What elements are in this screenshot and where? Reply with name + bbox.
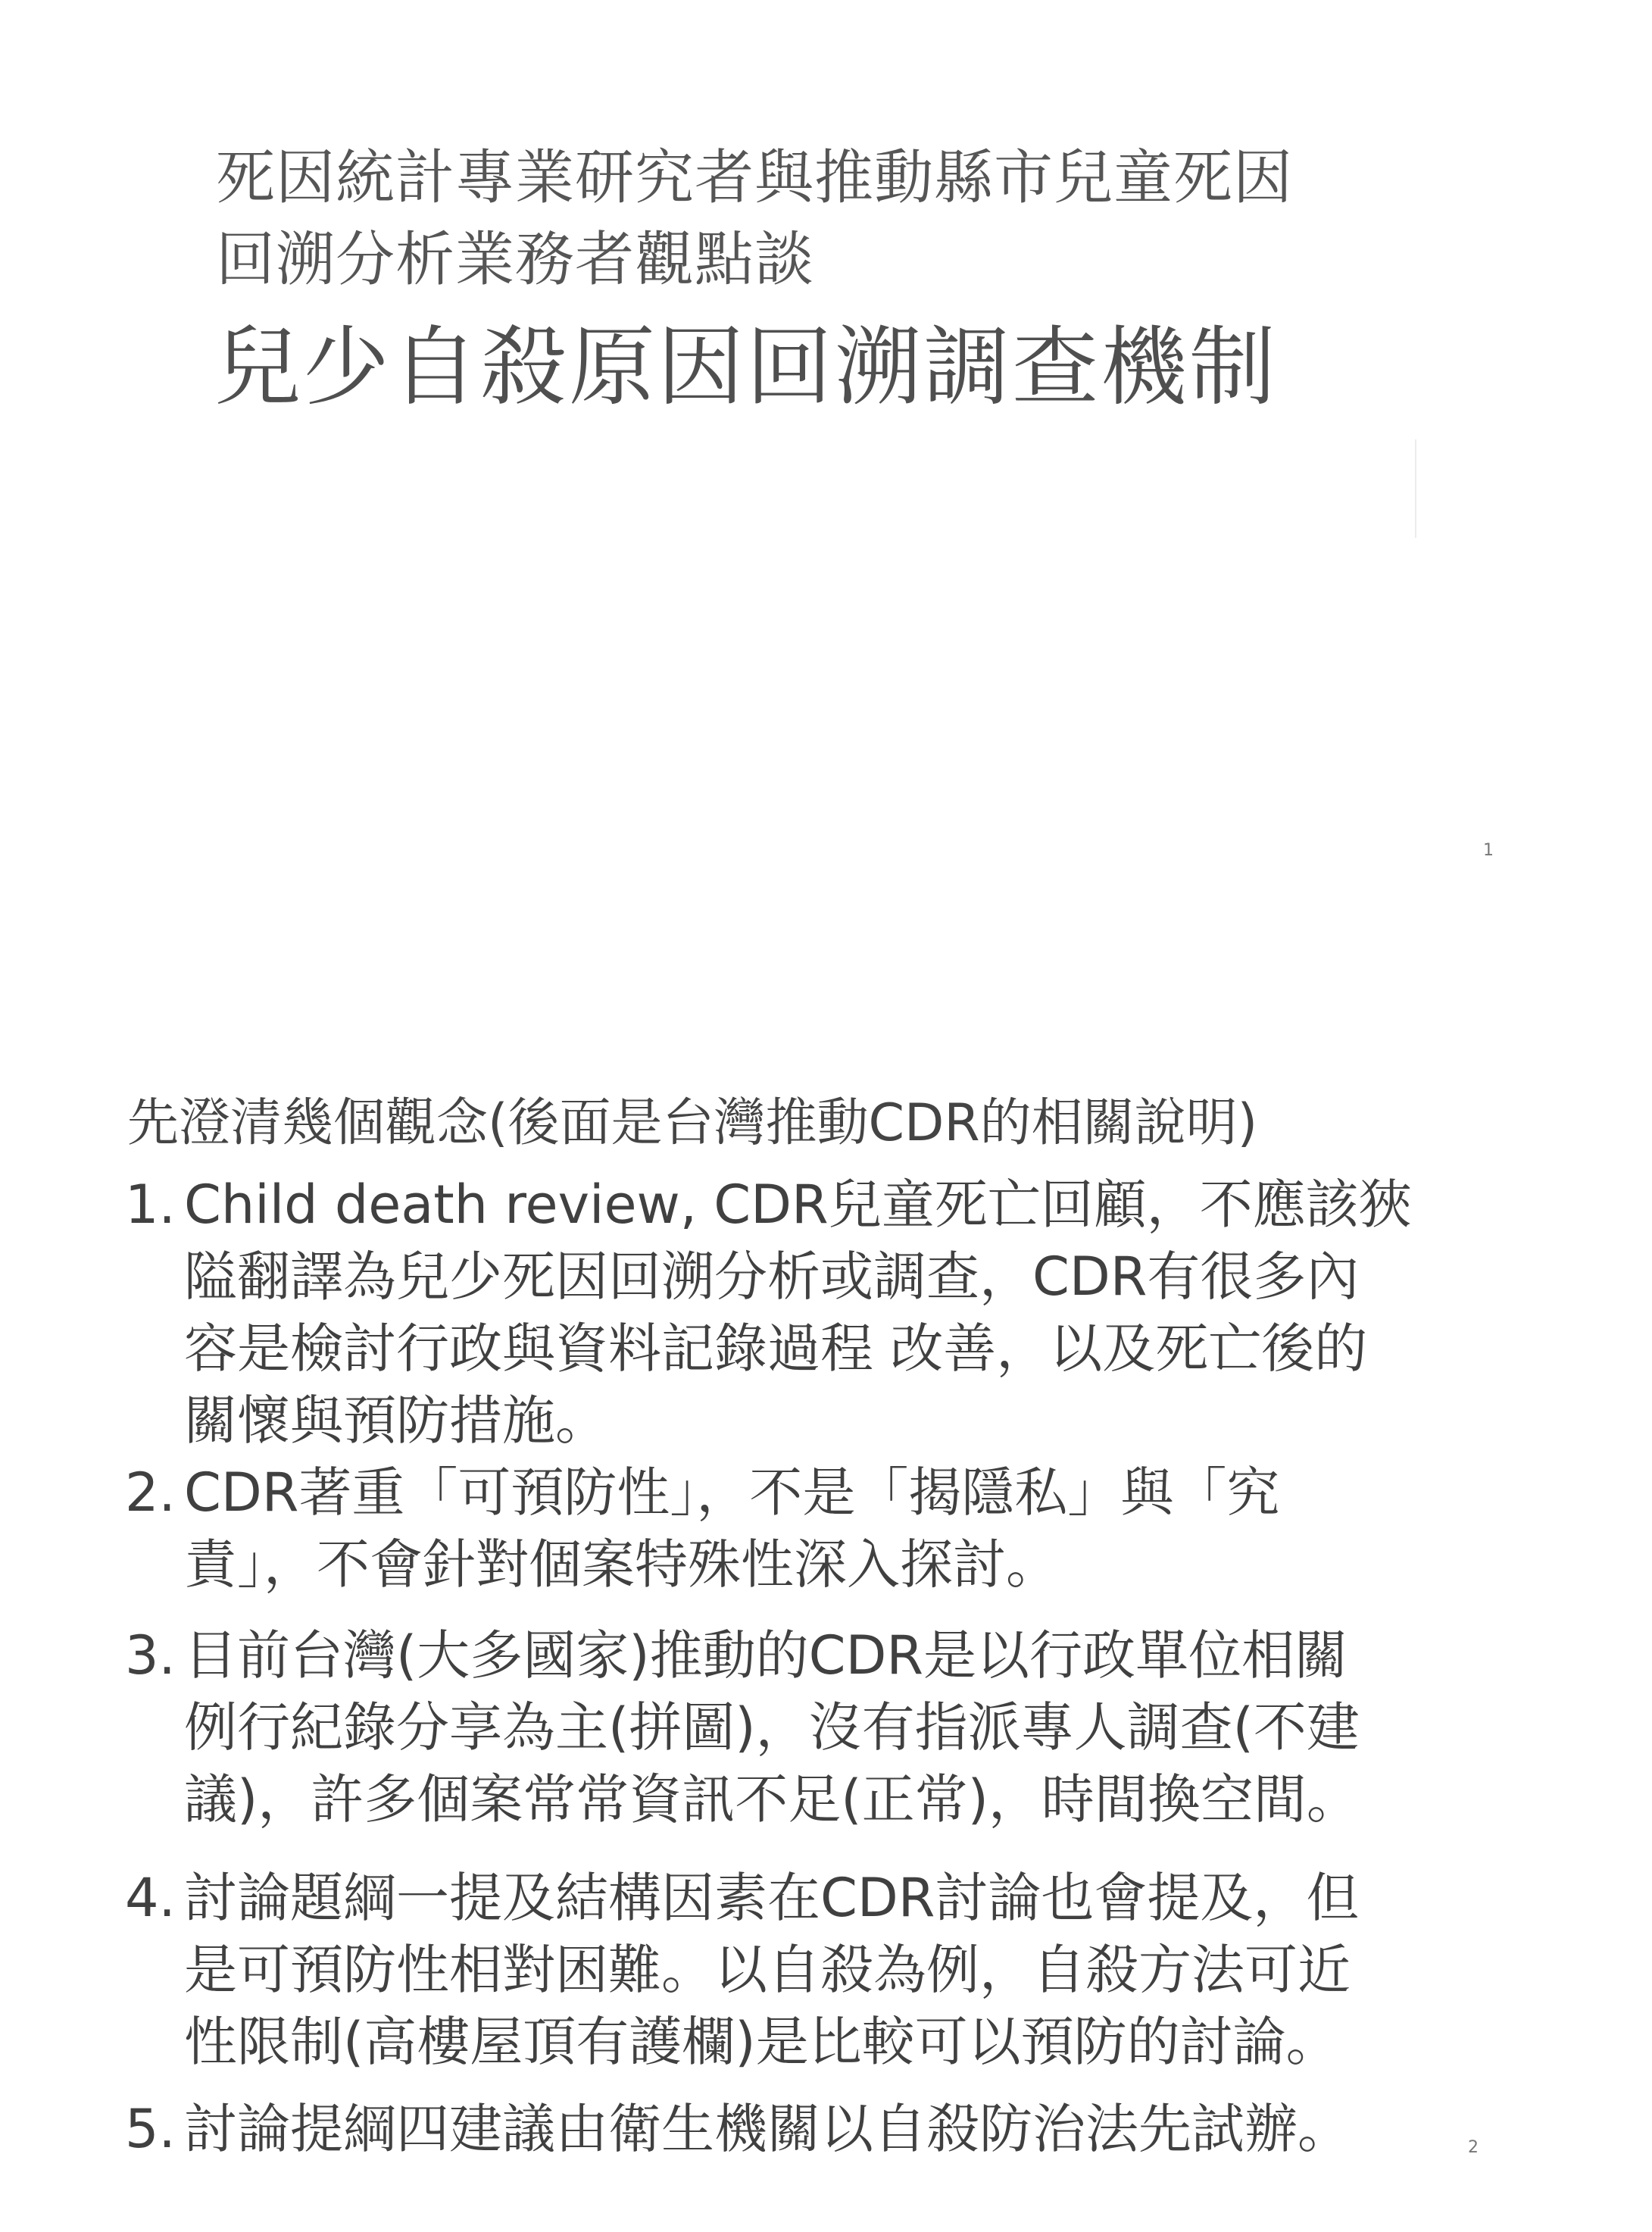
list-item-line: 責」，不會針對個案特殊性深入探討。 — [184, 1533, 1059, 1596]
list-item-number: 3. — [125, 1624, 176, 1687]
list-item-line: 隘翻譯為兒少死因回溯分析或調查，CDR有很多內 — [184, 1246, 1360, 1308]
slide-2 — [0, 939, 1652, 2232]
list-item-line: 是可預防性相對困難。以自殺為例，自殺方法可近 — [184, 1939, 1351, 2001]
list-item-line: 關懷與預防措施。 — [184, 1390, 608, 1452]
slide-1 — [0, 0, 1652, 939]
list-item-line: 容是檢討行政與資料記錄過程 改善，以及死亡後的 — [184, 1318, 1368, 1380]
page-number: 1 — [1483, 841, 1494, 860]
list-item-line: 性限制(高樓屋頂有護欄)是比較可以預防的討論。 — [184, 2011, 1339, 2073]
slide-subtitle-line-2: 回溯分析業務者觀點談 — [216, 226, 815, 294]
list-item-line: Child death review, CDR兒童死亡回顧，不應該狹 — [184, 1174, 1412, 1236]
slide-subtitle-line-1: 死因統計專業研究者與推動縣市兒童死因 — [216, 144, 1294, 212]
list-item-number: 1. — [125, 1174, 176, 1236]
list-item-line: 目前台灣(大多國家)推動的CDR是以行政單位相關 — [184, 1624, 1348, 1687]
list-item-line: 討論提綱四建議由衛生機關以自殺防治法先試辦。 — [184, 2098, 1351, 2160]
list-item-line: CDR著重「可預防性」，不是「揭隱私」與「究 — [184, 1461, 1280, 1524]
page-number: 2 — [1468, 2138, 1479, 2157]
scan-edge-mark — [1415, 439, 1416, 538]
list-item-line: 議)，許多個案常常資訊不足(正常)，時間換空間。 — [184, 1768, 1360, 1830]
intro-heading: 先澄清幾個觀念(後面是台灣推動CDR的相關說明) — [127, 1093, 1258, 1153]
slide-title: 兒少自殺原因回溯調查機制 — [214, 317, 1279, 417]
list-item-number: 4. — [125, 1867, 176, 1929]
list-item-line: 討論題綱一提及結構因素在CDR討論也會提及，但 — [184, 1867, 1360, 1929]
list-item-number: 5. — [125, 2098, 176, 2160]
list-item-line: 例行紀錄分享為主(拼圖)，沒有指派專人調查(不建 — [184, 1696, 1360, 1758]
list-item-number: 2. — [125, 1461, 176, 1524]
